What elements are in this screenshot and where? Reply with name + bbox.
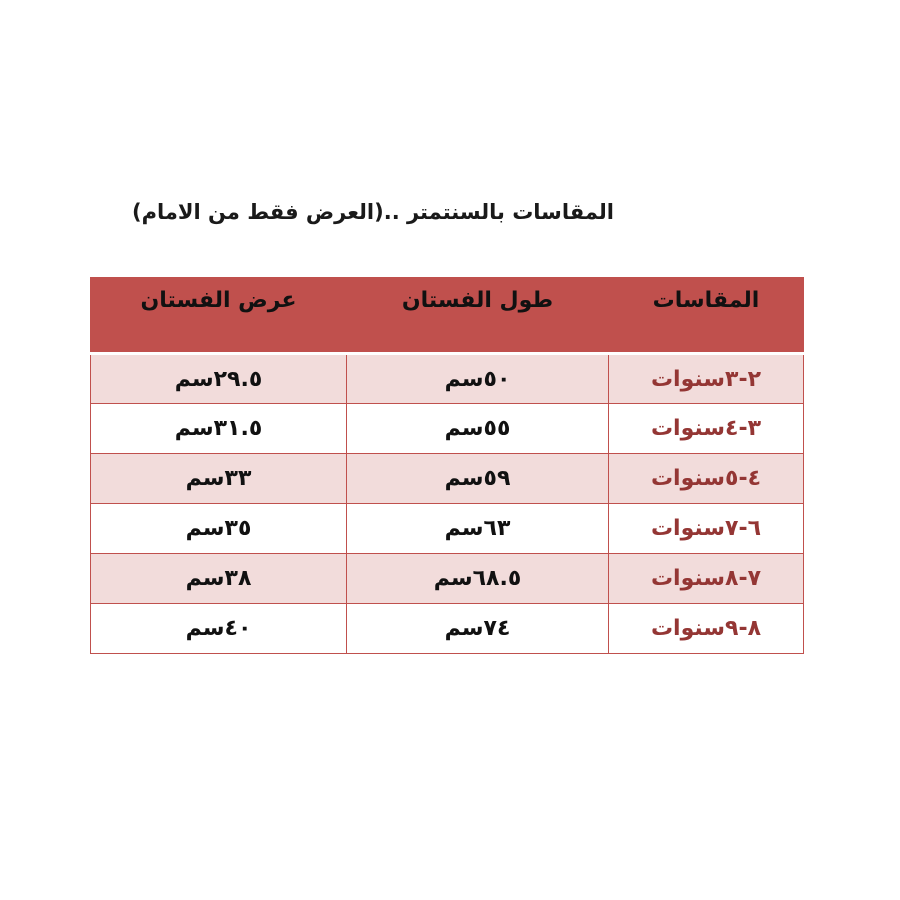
table-header-row	[91, 278, 804, 354]
size-cell: ٦-٧سنوات	[609, 504, 804, 554]
table-row	[91, 354, 804, 404]
table-row	[91, 604, 804, 654]
length-cell: ٥٠سم	[347, 354, 609, 404]
table-row	[91, 554, 804, 604]
table-row	[91, 404, 804, 454]
header-dress-width: عرض الفستان	[91, 278, 347, 354]
size-cell: ٨-٩سنوات	[609, 604, 804, 654]
length-cell: ٦٣سم	[347, 504, 609, 554]
table-caption: المقاسات بالسنتمتر ..(العرض فقط من الامام)	[131, 200, 614, 224]
size-chart-table	[90, 277, 804, 654]
size-cell: ٤-٥سنوات	[609, 454, 804, 504]
width-cell: ٤٠سم	[91, 604, 347, 654]
length-cell: ٥٥سم	[347, 404, 609, 454]
width-cell: ٣١.٥سم	[91, 404, 347, 454]
width-cell: ٢٩.٥سم	[91, 354, 347, 404]
header-dress-length: طول الفستان	[347, 278, 609, 354]
header-sizes: المقاسات	[609, 278, 804, 354]
length-cell: ٥٩سم	[347, 454, 609, 504]
table-row	[91, 504, 804, 554]
size-cell: ٢-٣سنوات	[609, 354, 804, 404]
width-cell: ٣٥سم	[91, 504, 347, 554]
length-cell: ٧٤سم	[347, 604, 609, 654]
width-cell: ٣٨سم	[91, 554, 347, 604]
size-cell: ٧-٨سنوات	[609, 554, 804, 604]
table-row	[91, 454, 804, 504]
size-cell: ٣-٤سنوات	[609, 404, 804, 454]
length-cell: ٦٨.٥سم	[347, 554, 609, 604]
width-cell: ٣٣سم	[91, 454, 347, 504]
